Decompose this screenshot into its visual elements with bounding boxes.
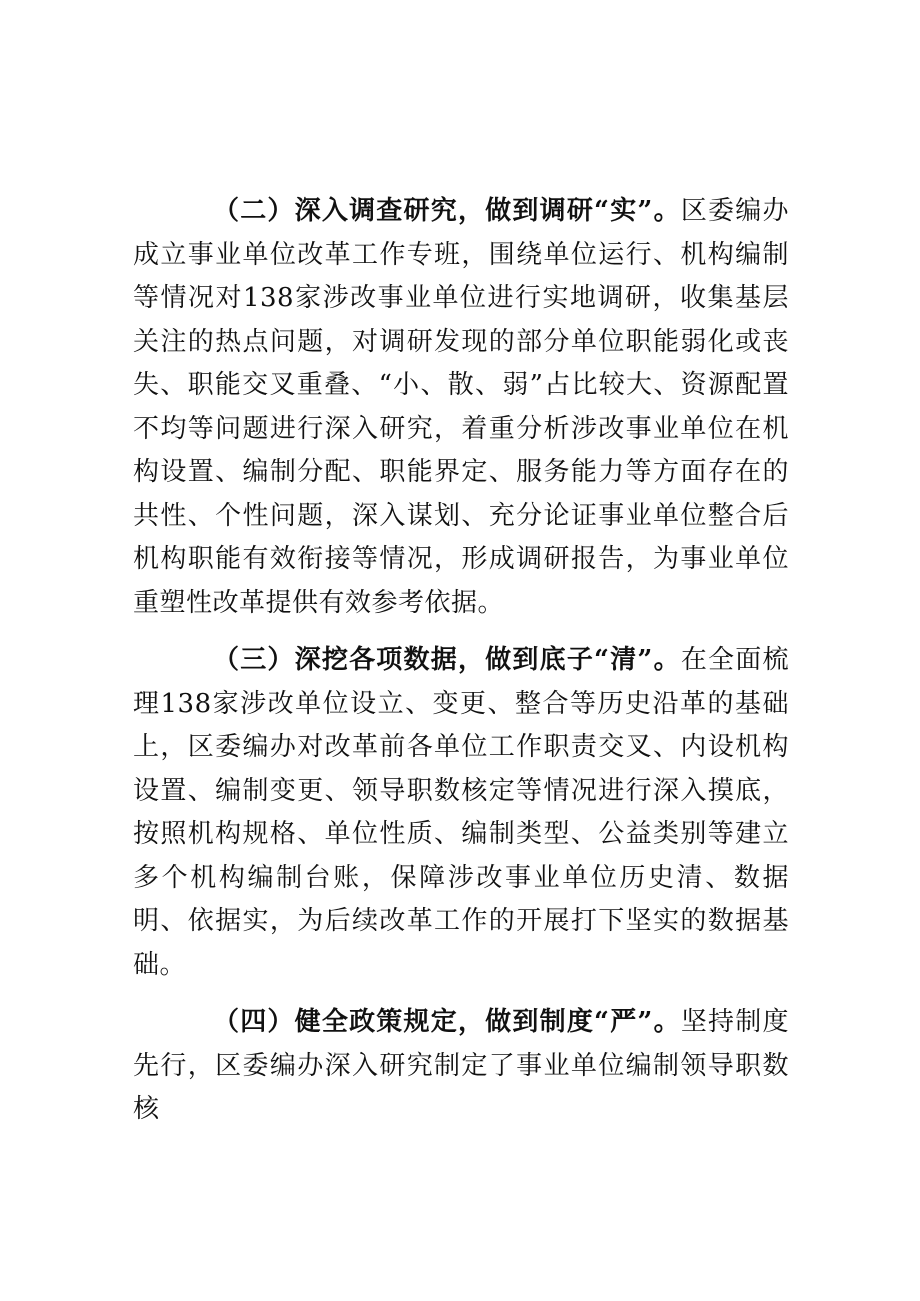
document-page (133, 190, 789, 1146)
paragraph-heading: （二）深入调查研究，做到调研“实”。 (213, 196, 681, 226)
paragraph-body: 坚持制度先行，区委编办深入研究制定了事业单位编制领导职数核 (133, 1007, 789, 1124)
paragraph-investigation (133, 190, 789, 625)
paragraph-data (133, 639, 789, 987)
paragraph-heading: （三）深挖各项数据，做到底子“清”。 (213, 645, 681, 675)
paragraph-heading: （四）健全政策规定，做到制度“严”。 (213, 1007, 681, 1037)
paragraph-body: 在全面梳理138家涉改单位设立、变更、整合等历史沿革的基础上，区委编办对改革前各单位工作职责交叉、内设机构设置、编制变更、领导职数核定等情况进行深入摸底，按照机构规格、单位性质、编制类型、公益类别等建立多个机构编制台账，保障涉改事业单位历史清、数据明、依据实，为后续改革工作的开展打下坚实的数据基础。 (133, 645, 789, 980)
paragraph-body: 区委编办成立事业单位改革工作专班，围绕单位运行、机构编制等情况对138家涉改事业单位进行实地调研，收集基层关注的热点问题，对调研发现的部分单位职能弱化或丧失、职能交叉重叠、“小、散、弱”占比较大、资源配置不均等问题进行深入研究，着重分析涉改事业单位在机构设置、编制分配、职能界定、服务能力等方面存在的共性、个性问题，深入谋划、充分论证事业单位整合后机构职能有效衔接等情况，形成调研报告，为事业单位重塑性改革提供有效参考依据。 (133, 196, 789, 618)
paragraph-policy (133, 1001, 789, 1132)
